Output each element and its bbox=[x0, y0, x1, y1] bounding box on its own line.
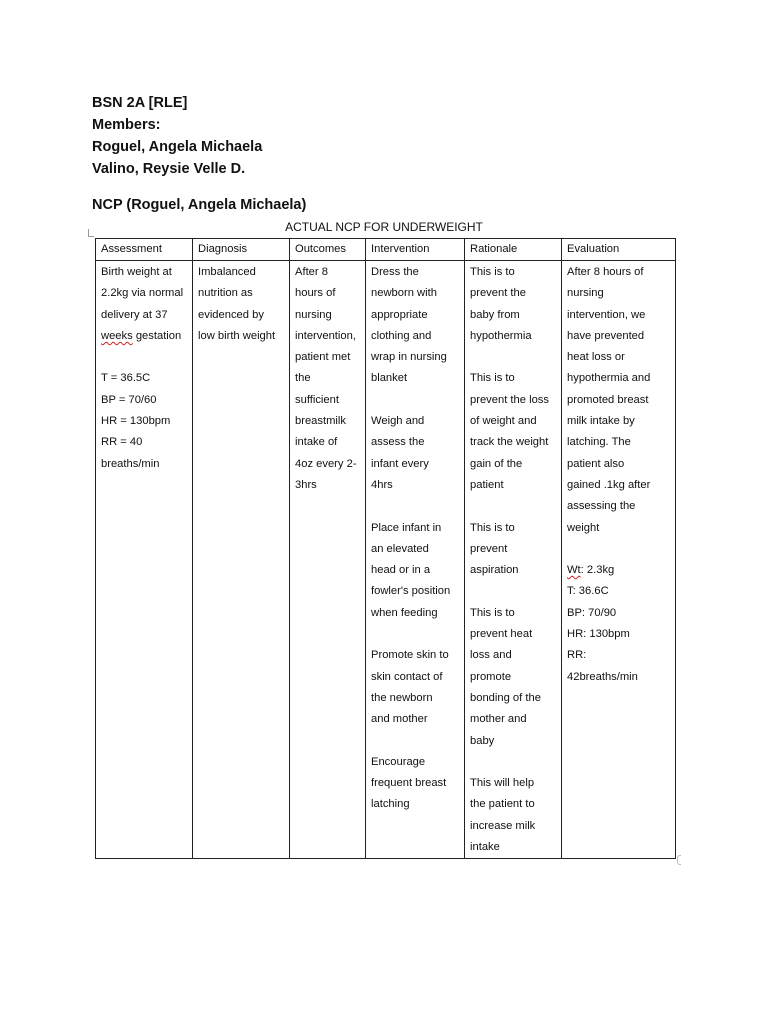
spellcheck-word: Wt bbox=[567, 564, 581, 577]
intervention-line: appropriate bbox=[371, 308, 428, 321]
rationale-line: This is to bbox=[470, 266, 515, 278]
cell-line: After 8 hours of bbox=[567, 266, 644, 278]
cell-line: 3hrs bbox=[295, 478, 317, 491]
intervention-line: newborn with bbox=[371, 287, 437, 300]
cell-line: patient also bbox=[567, 457, 625, 470]
cell-line: nursing bbox=[567, 287, 604, 300]
vital-sign: RR = 40 bbox=[101, 436, 143, 449]
cell-text: gestation bbox=[132, 329, 182, 342]
spellcheck-word: weeks bbox=[101, 329, 133, 342]
rationale-line: loss and bbox=[470, 649, 512, 662]
cell-line: Imbalanced bbox=[198, 266, 256, 278]
intervention-line: latching bbox=[371, 798, 410, 811]
cell-line: hours of bbox=[295, 287, 336, 300]
outcomes-cell bbox=[290, 261, 366, 859]
rationale-line: the patient to bbox=[470, 798, 535, 811]
cell-line: gained .1kg after bbox=[567, 478, 651, 491]
intervention-line: infant every bbox=[371, 457, 429, 470]
vital-sign: HR = 130bpm bbox=[101, 415, 171, 428]
cell-line: 4oz every 2- bbox=[295, 457, 357, 470]
member-name: Valino, Reysie Velle D. bbox=[92, 161, 246, 177]
evaluation-cell bbox=[562, 261, 676, 859]
rationale-line: of weight and bbox=[470, 415, 537, 428]
rationale-line: hypothermia bbox=[470, 329, 532, 342]
intervention-line: an elevated bbox=[371, 542, 429, 555]
intervention-line: and mother bbox=[371, 713, 428, 726]
cell-line: assessing the bbox=[567, 500, 636, 513]
cell-line: intervention, we bbox=[567, 308, 646, 321]
rationale-line: bonding of the bbox=[470, 691, 541, 704]
cell-line: low birth weight bbox=[198, 329, 276, 342]
cell-line: sufficient bbox=[295, 393, 339, 406]
vital-sign: T = 36.5C bbox=[101, 372, 151, 385]
intervention-line: Dress the bbox=[371, 266, 419, 278]
rationale-line: increase milk bbox=[470, 819, 536, 832]
table-header-row bbox=[96, 239, 676, 261]
ncp-table bbox=[95, 238, 676, 859]
cell-line: intervention, bbox=[295, 329, 356, 342]
text-boundary-marker bbox=[88, 229, 94, 237]
rationale-line: mother and bbox=[470, 713, 527, 726]
rationale-cell bbox=[465, 261, 562, 859]
rationale-line: intake bbox=[470, 841, 500, 854]
vital-sign: HR: 130bpm bbox=[567, 628, 630, 641]
column-header: Diagnosis bbox=[193, 239, 290, 261]
members-label: Members: bbox=[92, 117, 161, 133]
rationale-line: This will help bbox=[470, 777, 535, 790]
rationale-line: patient bbox=[470, 478, 504, 491]
cell-line: weight bbox=[567, 521, 600, 534]
document-header bbox=[92, 92, 262, 180]
cell-line: evidenced by bbox=[198, 308, 264, 321]
rationale-line: This is to bbox=[470, 372, 515, 385]
table-title: ACTUAL NCP FOR UNDERWEIGHT bbox=[285, 220, 483, 234]
rationale-line: prevent the loss bbox=[470, 393, 549, 406]
intervention-line: Place infant in bbox=[371, 521, 442, 534]
cell-line: nutrition as bbox=[198, 287, 253, 300]
rationale-line: track the weight bbox=[470, 436, 549, 449]
intervention-line: blanket bbox=[371, 372, 408, 385]
cell-line: patient met bbox=[295, 351, 351, 364]
cell-line: breastmilk bbox=[295, 415, 346, 428]
intervention-line: Promote skin to bbox=[371, 649, 449, 662]
paragraph-marker bbox=[677, 855, 681, 865]
cell-line bbox=[101, 326, 188, 347]
column-header: Intervention bbox=[366, 239, 465, 261]
vital-sign: BP = 70/60 bbox=[101, 393, 157, 406]
diagnosis-cell bbox=[193, 261, 290, 859]
rationale-line: prevent heat bbox=[470, 628, 533, 641]
cell-line: delivery at 37 bbox=[101, 308, 168, 321]
vital-sign: breaths/min bbox=[101, 457, 160, 470]
cell-line: Birth weight at bbox=[101, 266, 172, 278]
vital-sign: 42breaths/min bbox=[567, 670, 638, 683]
rationale-line: baby from bbox=[470, 308, 520, 321]
column-header: Evaluation bbox=[562, 239, 676, 261]
cell-line: nursing bbox=[295, 308, 332, 321]
cell-line: hypothermia and bbox=[567, 372, 651, 385]
assessment-cell bbox=[96, 261, 193, 859]
rationale-line: This is to bbox=[470, 606, 515, 619]
rationale-line: prevent the bbox=[470, 287, 526, 300]
course-label: BSN 2A [RLE] bbox=[92, 95, 188, 111]
intervention-line: the newborn bbox=[371, 691, 433, 704]
column-header: Rationale bbox=[465, 239, 562, 261]
intervention-line: Encourage bbox=[371, 755, 426, 768]
cell-line: milk intake by bbox=[567, 415, 635, 428]
rationale-line: baby bbox=[470, 734, 495, 747]
intervention-line: frequent breast bbox=[371, 777, 447, 790]
rationale-line: This is to bbox=[470, 521, 515, 534]
ncp-title: NCP (Roguel, Angela Michaela) bbox=[92, 197, 307, 213]
vital-sign: T: 36.6C bbox=[567, 585, 609, 598]
cell-line: latching. The bbox=[567, 436, 631, 449]
cell-line: After 8 bbox=[295, 266, 328, 278]
member-name: Roguel, Angela Michaela bbox=[92, 139, 263, 155]
cell-text: : 2.3kg bbox=[580, 564, 615, 577]
cell-line: have prevented bbox=[567, 329, 645, 342]
cell-line: intake of bbox=[295, 436, 338, 449]
intervention-line: assess the bbox=[371, 436, 425, 449]
intervention-line: 4hrs bbox=[371, 478, 393, 491]
intervention-line: fowler's position bbox=[371, 585, 451, 598]
intervention-line: skin contact of bbox=[371, 670, 443, 683]
intervention-line: Weigh and bbox=[371, 415, 425, 428]
table-row bbox=[96, 261, 676, 859]
intervention-line: wrap in nursing bbox=[371, 351, 447, 364]
intervention-cell bbox=[366, 261, 465, 859]
intervention-line: clothing and bbox=[371, 329, 432, 342]
vital-sign: RR: bbox=[567, 649, 587, 662]
rationale-line: prevent bbox=[470, 542, 508, 555]
rationale-line: aspiration bbox=[470, 564, 519, 577]
column-header: Outcomes bbox=[290, 239, 366, 261]
cell-line: the bbox=[295, 372, 311, 385]
vital-sign bbox=[567, 560, 671, 581]
cell-line: promoted breast bbox=[567, 393, 649, 406]
intervention-line: head or in a bbox=[371, 564, 431, 577]
rationale-line: promote bbox=[470, 670, 512, 683]
vital-sign: BP: 70/90 bbox=[567, 606, 617, 619]
intervention-line: when feeding bbox=[371, 606, 438, 619]
column-header: Assessment bbox=[96, 239, 193, 261]
rationale-line: gain of the bbox=[470, 457, 523, 470]
cell-line: 2.2kg via normal bbox=[101, 287, 184, 300]
cell-line: heat loss or bbox=[567, 351, 625, 364]
